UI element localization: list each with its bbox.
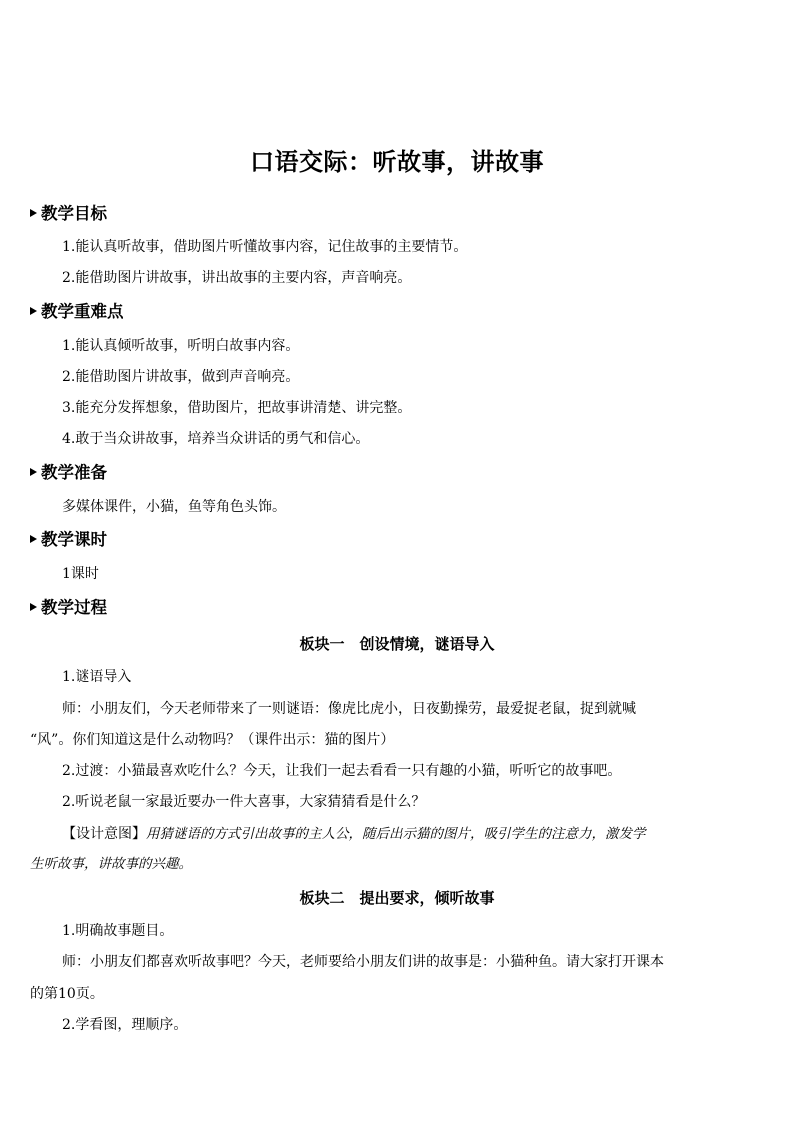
hours-text: 1课时: [62, 566, 99, 582]
section-heading-hours: [30, 528, 107, 552]
paragraph: 2.听说老鼠一家最近要办一件大喜事，大家猜猜看是什么？: [62, 794, 426, 810]
design-intent-continuation: 生听故事，讲故事的兴趣。: [30, 856, 192, 872]
section-heading-label: 教学课时: [41, 530, 107, 549]
paragraph-continuation: 的第10页。: [30, 986, 104, 1002]
triangle-bullet-icon: [30, 307, 37, 315]
triangle-bullet-icon: [30, 209, 37, 217]
block-two-title: 板块二 提出要求，倾听故事: [299, 889, 495, 907]
paragraph: 师：小朋友们都喜欢听故事吧？今天，老师要给小朋友们讲的故事是：小猫种鱼。请大家打开课本: [62, 954, 664, 970]
paragraph: 师：小朋友们，今天老师带来了一则谜语：像虎比虎小，日夜勤操劳，最爱捉老鼠，捉到就喊: [62, 701, 636, 717]
page-title: 口语交际：听故事，讲故事: [250, 148, 544, 176]
section-heading-preparation: [30, 461, 107, 485]
block-one-title: 板块一 创设情境，谜语导入: [299, 635, 495, 653]
triangle-bullet-icon: [30, 468, 37, 476]
key-point-item: 4.敢于当众讲故事，培养当众讲话的勇气和信心。: [62, 431, 370, 447]
triangle-bullet-icon: [30, 535, 37, 543]
section-heading-key-points: [30, 300, 124, 324]
section-heading-label: 教学过程: [41, 598, 107, 617]
design-intent-label: 【设计意图】: [62, 826, 146, 842]
goal-item: 2.能借助图片讲故事，讲出故事的主要内容，声音响亮。: [62, 270, 412, 286]
paragraph: 2.过渡：小猫最喜欢吃什么？今天，让我们一起去看看一只有趣的小猫，听听它的故事吧。: [62, 763, 622, 779]
paragraph: 1.谜语导入: [62, 669, 132, 685]
section-heading-label: 教学准备: [41, 463, 107, 482]
triangle-bullet-icon: [30, 603, 37, 611]
section-heading-goals: [30, 202, 107, 226]
section-heading-label: 教学重难点: [41, 302, 124, 321]
paragraph: 2.学看图，理顺序。: [62, 1017, 188, 1033]
key-point-item: 3.能充分发挥想象，借助图片，把故事讲清楚、讲完整。: [62, 400, 412, 416]
paragraph: 1.明确故事题目。: [62, 923, 174, 939]
section-heading-label: 教学目标: [41, 204, 107, 223]
design-intent: [62, 823, 646, 845]
paragraph-continuation: “风”。你们知道这是什么动物吗？（课件出示：猫的图片）: [30, 732, 395, 748]
section-heading-process: [30, 596, 107, 620]
design-intent-text: 用猜谜语的方式引出故事的主人公，随后出示猫的图片，吸引学生的注意力，激发学: [146, 826, 646, 842]
key-point-item: 2.能借助图片讲故事，做到声音响亮。: [62, 369, 300, 385]
goal-item: 1.能认真听故事，借助图片听懂故事内容，记住故事的主要情节。: [62, 239, 468, 255]
preparation-text: 多媒体课件，小猫，鱼等角色头饰。: [62, 499, 286, 515]
key-point-item: 1.能认真倾听故事，听明白故事内容。: [62, 338, 300, 354]
